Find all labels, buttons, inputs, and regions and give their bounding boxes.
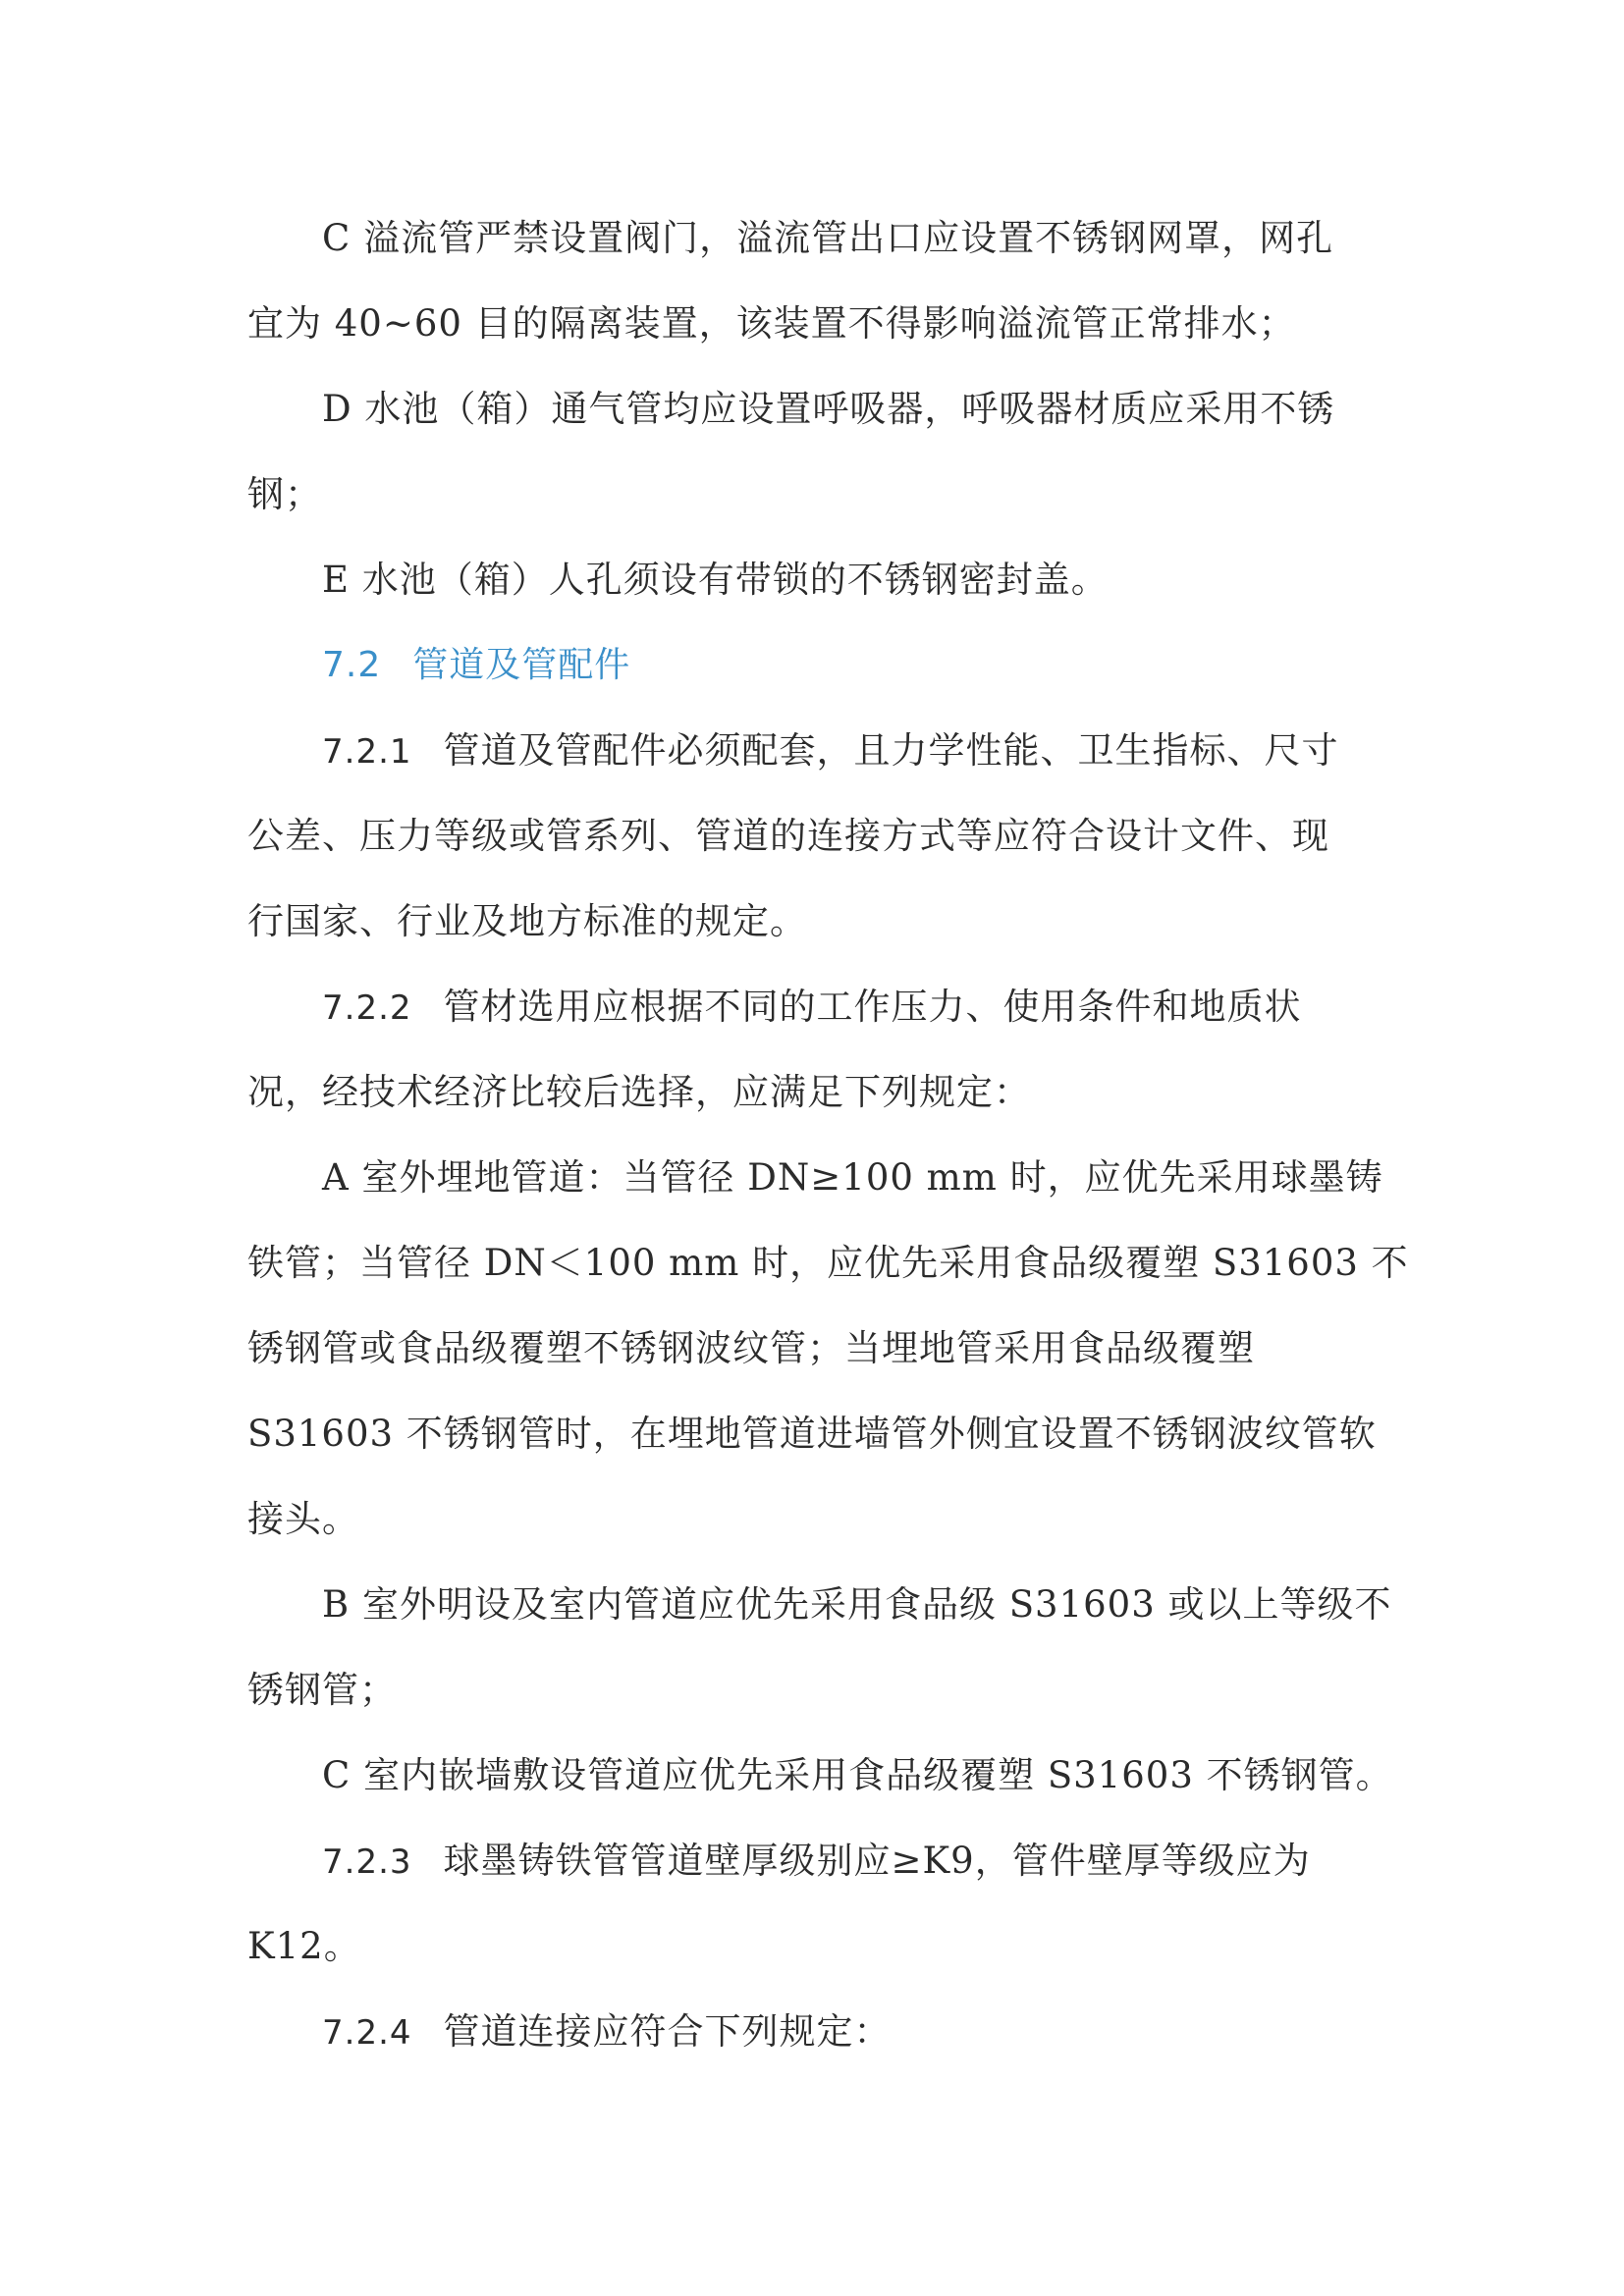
clause-7-2-3-line2: K12。 bbox=[247, 1925, 361, 1967]
clause-7-2-2-line2: 况，经技术经济比较后选择，应满足下列规定： bbox=[247, 1071, 1031, 1113]
para-d-vent-line1: D 水池（箱）通气管均应设置呼吸器，呼吸器材质应采用不锈 bbox=[322, 388, 1335, 430]
section-title: 管道及管配件 bbox=[412, 645, 631, 685]
para-d-vent-line2: 钢； bbox=[247, 473, 322, 515]
item-c-line1: C 室内嵌墙敷设管道应优先采用食品级覆塑 S31603 不锈钢管。 bbox=[322, 1754, 1393, 1796]
clause-7-2-3-text: 球墨铸铁管管道壁厚级别应≥K9，管件壁厚等级应为 bbox=[443, 1840, 1311, 1882]
item-b-line1: B 室外明设及室内管道应优先采用食品级 S31603 或以上等级不 bbox=[322, 1583, 1392, 1626]
clause-7-2-3-line1 bbox=[322, 1838, 1311, 1886]
clause-7-2-1-line3: 行国家、行业及地方标准的规定。 bbox=[247, 900, 807, 942]
item-a-line1: A 室外埋地管道：当管径 DN≥100 mm 时，应优先采用球墨铸 bbox=[322, 1156, 1383, 1199]
clause-7-2-2-line1 bbox=[322, 984, 1302, 1032]
para-e-manhole-line1: E 水池（箱）人孔须设有带锁的不锈钢密封盖。 bbox=[322, 559, 1109, 601]
clause-7-2-1-line1 bbox=[322, 727, 1339, 775]
item-a-line4: S31603 不锈钢管时，在埋地管道进墙管外侧宜设置不锈钢波纹管软 bbox=[247, 1413, 1377, 1455]
item-a-line3: 锈钢管或食品级覆塑不锈钢波纹管；当埋地管采用食品级覆塑 bbox=[247, 1327, 1255, 1369]
clause-7-2-2-text: 管材选用应根据不同的工作压力、使用条件和地质状 bbox=[443, 986, 1302, 1028]
section-number: 7.2 bbox=[322, 645, 382, 685]
clause-7-2-1-number: 7.2.1 bbox=[322, 732, 412, 772]
clause-7-2-1-line2: 公差、压力等级或管系列、管道的连接方式等应符合设计文件、现 bbox=[247, 815, 1329, 857]
item-b-line2: 锈钢管； bbox=[247, 1669, 397, 1711]
item-a-line2: 铁管；当管径 DN＜100 mm 时，应优先采用食品级覆塑 S31603 不 bbox=[247, 1242, 1409, 1284]
para-c-overflow-line1: C 溢流管严禁设置阀门，溢流管出口应设置不锈钢网罩，网孔 bbox=[322, 217, 1334, 259]
clause-7-2-3-number: 7.2.3 bbox=[322, 1842, 412, 1882]
clause-7-2-4-number: 7.2.4 bbox=[322, 2013, 412, 2053]
clause-7-2-2-number: 7.2.2 bbox=[322, 988, 412, 1028]
section-heading bbox=[322, 642, 630, 689]
clause-7-2-4-text: 管道连接应符合下列规定： bbox=[443, 2010, 892, 2053]
item-a-line5: 接头。 bbox=[247, 1498, 359, 1540]
clause-7-2-4-line1 bbox=[322, 2008, 892, 2056]
clause-7-2-1-text: 管道及管配件必须配套，且力学性能、卫生指标、尺寸 bbox=[443, 729, 1339, 772]
para-c-overflow-line2: 宜为 40~60 目的隔离装置，该装置不得影响溢流管正常排水； bbox=[247, 302, 1296, 345]
